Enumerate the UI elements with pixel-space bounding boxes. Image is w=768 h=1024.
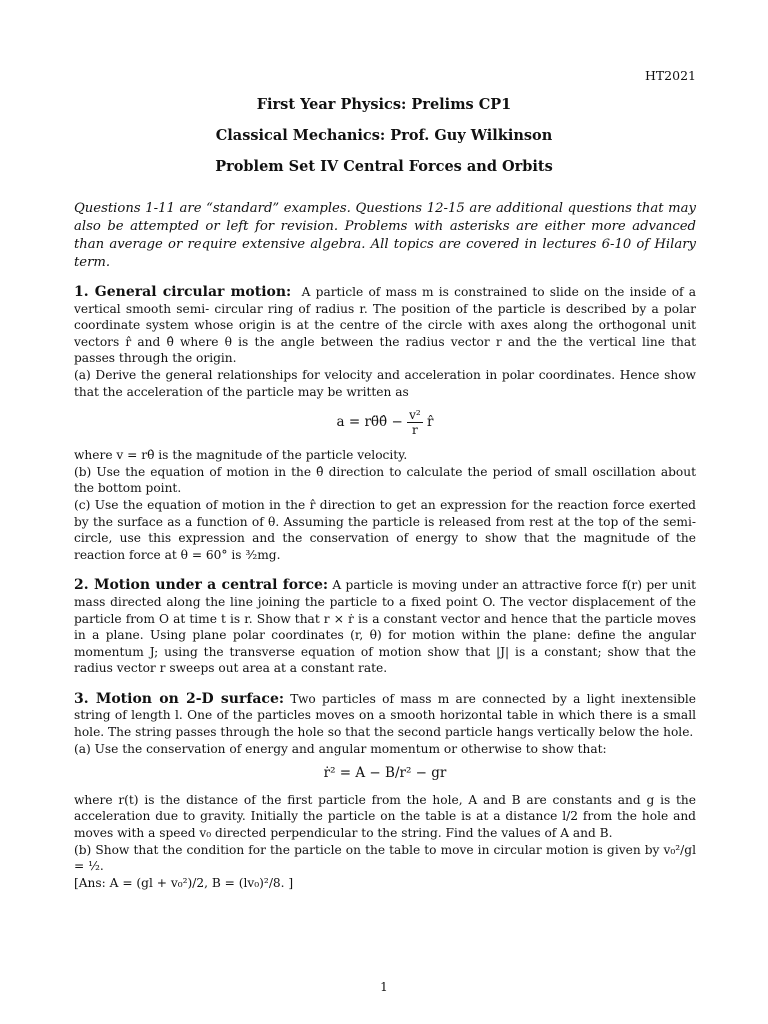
question-2 <box>74 577 696 677</box>
page-number: 1 <box>380 980 388 994</box>
question-3-answer: [Ans: A = (gl + v₀²)/2, B = (lv₀)²/8. ] <box>74 875 294 890</box>
question-3-part-a: (a) Use the conservation of energy and angular momentum or otherwise to show that: <box>74 741 607 756</box>
question-2-heading: 2. Motion under a central force: <box>74 577 329 594</box>
course-code: HT2021 <box>644 68 696 83</box>
question-1-text: A particle of mass m is constrained to slide on the inside of a vertical smooth semi- circular ring of radius r. The position of the particle is described by a polar coordinate system whose origin is at the centre of the circle with axes along the orthogonal unit vectors r̂ and θ̂ where θ is the angle between the radius vector r and the the vertical line that passes through the origin. <box>74 285 697 366</box>
question-1-part-a: (a) Derive the general relationships for velocity and acceleration in polar coordinates. Hence show that the acceleration of the particle may be written as <box>74 367 696 399</box>
question-3-heading: 3. Motion on 2-D surface: <box>74 690 285 707</box>
questions <box>74 284 696 891</box>
lecture-title: Classical Mechanics: Prof. Guy Wilkinson <box>215 127 553 144</box>
title-block <box>0 96 768 189</box>
question-3 <box>74 691 696 892</box>
question-1-part-b: (b) Use the equation of motion in the θ̂ direction to calculate the period of small oscillation about the bottom point. <box>74 464 696 496</box>
intro-paragraph: Questions 1-11 are “standard” examples. Questions 12-15 are additional questions that may also be attempted or left for revision. Problems with asterisks are either more advanced than average or require extensive algebra. All topics are covered in lectures 6-10 of Hilary term. <box>74 201 696 270</box>
question-1 <box>74 284 696 563</box>
problem-set-title: Problem Set IV Central Forces and Orbits <box>215 158 553 175</box>
question-1-heading: 1. General circular motion: <box>74 284 292 300</box>
course-title: First Year Physics: Prelims CP1 <box>256 96 512 113</box>
question-3-text: Two particles of mass m are connected by a light inextensible string of length l. One of the particles moves on a smooth horizontal table in which there is a small hole. The string passes through the hole so that the second particle hangs vertically below the hole. <box>74 691 697 740</box>
question-2-text: A particle is moving under an attractive force f(r) per unit mass directed along the line joining the particle to a fixed point O. The vector displacement of the particle from O at time t is r. Show that r × ṙ is a constant vector and hence that the particle moves in a plane. Using plane polar coordinates (r, θ) for motion within the plane: define the angular momentum J; using the transverse equation of motion show that |J| is a constant; show that the radius vector r sweeps out area at a constant rate. <box>74 578 696 676</box>
question-3-part-b: (b) Show that the condition for the particle on the table to move in circular motion is given by v₀²/gl = ½. <box>74 842 696 874</box>
acceleration-equation: a = rθ̈θ̂ − $\frac{\text{v²}}{r}$ r̂ <box>336 408 434 438</box>
question-3-definitions: where r(t) is the distance of the first particle from the hole, A and B are constants and g is the acceleration due to gravity. Initially the particle on the table is at a distance l/2 from the hole and moves with a speed v₀ directed perpendicular to the string. Find the values of A and B. <box>74 792 696 841</box>
radial-equation: ṙ² = A − B/r² − gr <box>323 765 447 782</box>
question-1-velocity-note: where v = rθ̇ is the magnitude of the particle velocity. <box>74 448 408 463</box>
question-1-part-c: (c) Use the equation of motion in the r̂ direction to get an expression for the reaction force exerted by the surface as a function of θ. Assuming the particle is released from rest at the top of the semi-circle, use this expression and the conservation of energy to show that the magnitude of the reaction force at θ = 60° is ³⁄₂mg. <box>74 497 696 562</box>
